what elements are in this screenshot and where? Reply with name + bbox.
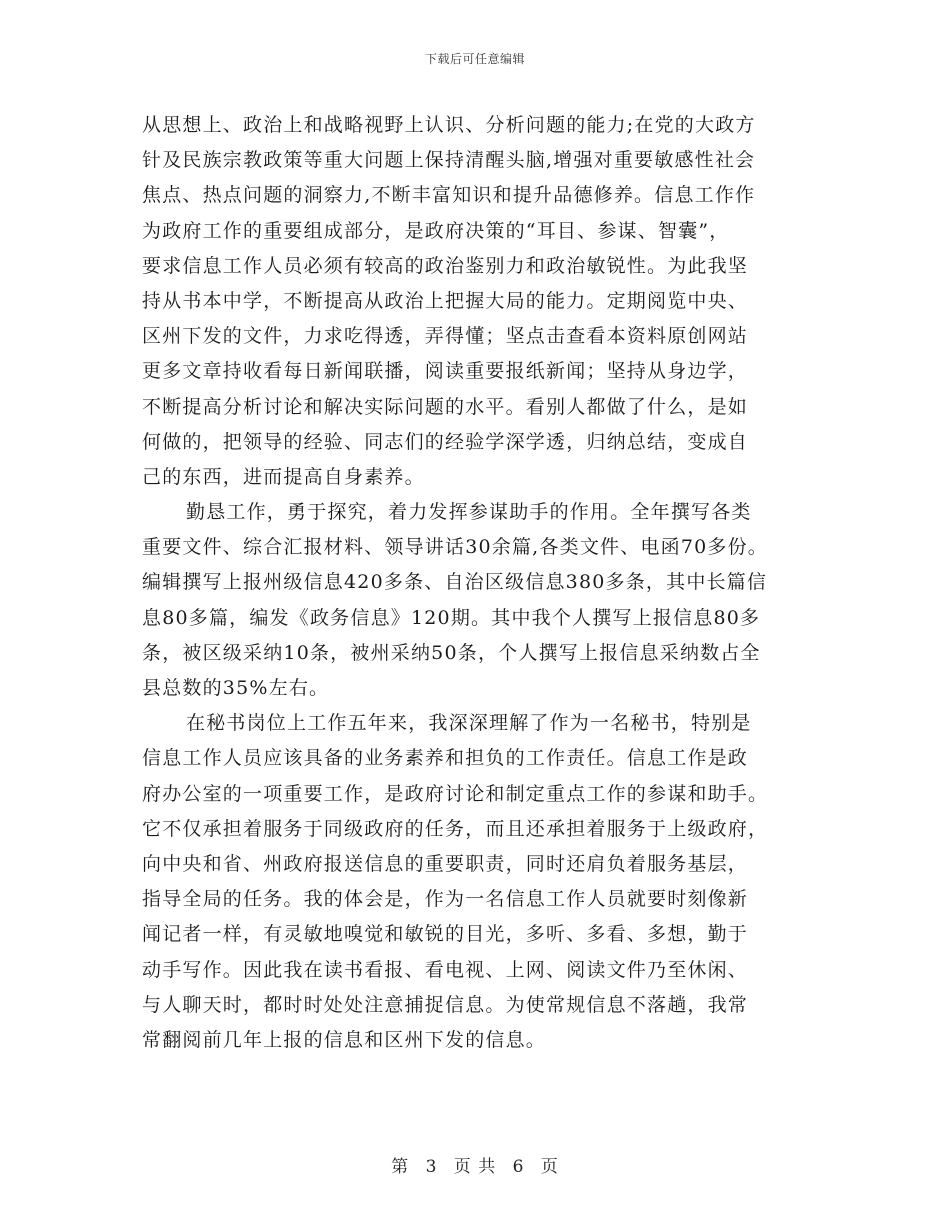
page-label-suffix: 页	[540, 1157, 559, 1177]
text-line: 它不仅承担着服务于同级政府的任务，而且还承担着服务于上级政府，	[142, 817, 769, 840]
total-page-count: 6	[512, 1157, 525, 1177]
text-line: 针及民族宗教政策等重大问题上保持清醒头脑,增强对重要敏感性社会	[142, 149, 756, 172]
text-line: 从思想上、政治上和战略视野上认识、分析问题的能力;在党的大政方	[142, 114, 756, 136]
text-line: 息80多篇，编发《政务信息》120期。其中我个人撰写上报信息80多	[142, 606, 761, 629]
text-line: 要求信息工作人员必须有较高的政治鉴别力和政治敏锐性。为此我坚	[142, 254, 749, 277]
text-line: 编辑撰写上报州级信息420多条、自治区级信息380多条，其中长篇信	[142, 571, 768, 594]
text-line: 己的东西，进而提高自身素养。	[142, 465, 425, 488]
text-line: 区州下发的文件，力求吃得透，弄得懂；坚点击查看本资料原创网站	[142, 325, 749, 348]
paragraph-start-line: 勤恳工作，勇于探究，着力发挥参谋助手的作用。全年撰写各类	[186, 501, 752, 524]
page-label-prefix: 第	[391, 1157, 410, 1177]
text-line: 信息工作人员应该具备的业务素养和担负的工作责任。信息工作是政	[142, 747, 749, 770]
page-header-note: 下载后可任意编辑	[424, 52, 525, 66]
text-line: 为政府工作的重要组成部分，是政府决策的“耳目、参谋、智囊”，	[142, 219, 730, 242]
text-line: 府办公室的一项重要工作，是政府讨论和制定重点工作的参谋和助手。	[142, 782, 769, 805]
text-line: 焦点、热点问题的洞察力,不断丰富知识和提升品德修养。信息工作作	[142, 184, 756, 207]
text-line: 条，被区级采纳10条，被州采纳50条，个人撰写上报信息采纳数占全	[142, 641, 761, 664]
text-line: 闻记者一样，有灵敏地嗅觉和敏锐的目光，多听、多看、多想，勤于	[142, 923, 749, 946]
paragraph-start-line: 在秘书岗位上工作五年来，我深深理解了作为一名秘书，特别是	[186, 712, 752, 735]
text-line: 持从书本中学，不断提高从政治上把握大局的能力。定期阅览中央、	[142, 289, 749, 312]
page-number-footer	[0, 1152, 950, 1177]
current-page-number: 3	[425, 1157, 438, 1177]
text-line: 更多文章持收看每日新闻联播，阅读重要报纸新闻；坚持从身边学，	[142, 360, 749, 383]
text-line: 重要文件、综合汇报材料、领导讲话30余篇,各类文件、电函70多份。	[142, 536, 768, 559]
text-line: 常翻阅前几年上报的信息和区州下发的信息。	[142, 1028, 547, 1051]
body-text	[142, 108, 814, 1058]
text-line: 向中央和省、州政府报送信息的重要职责，同时还肩负着服务基层，	[142, 852, 749, 875]
text-line: 县总数的35%左右。	[142, 677, 330, 699]
text-line: 与人聊天时，都时时处处注意捕捉信息。为使常规信息不落趟，我常	[142, 993, 749, 1016]
text-line: 指导全局的任务。我的体会是，作为一名信息工作人员就要时刻像新	[142, 888, 749, 911]
text-line: 不断提高分析讨论和解决实际问题的水平。看别人都做了什么，是如	[142, 395, 749, 418]
text-line: 何做的，把领导的经验、同志们的经验学深学透，归纳总结，变成自	[142, 430, 749, 453]
page-label-middle: 页 共	[453, 1157, 497, 1177]
text-line: 动手写作。因此我在读书看报、看电视、上网、阅读文件乃至休闲、	[142, 958, 749, 981]
